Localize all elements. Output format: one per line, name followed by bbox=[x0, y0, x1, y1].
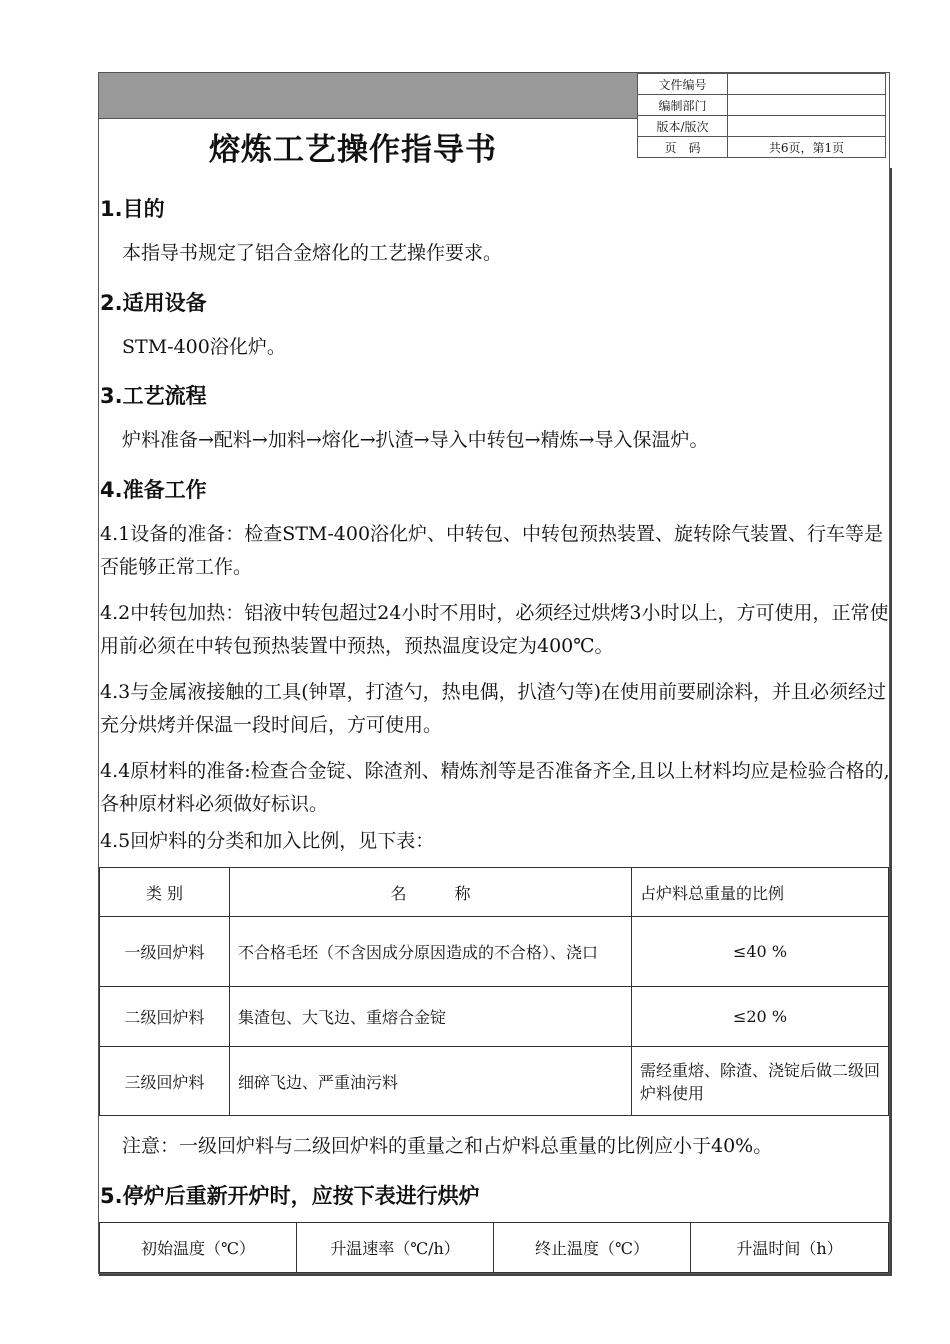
section-heading-equipment: 2.适用设备 bbox=[100, 291, 207, 315]
table-header-cell: 名 称 bbox=[230, 868, 632, 917]
meta-label: 页 码 bbox=[638, 137, 728, 158]
document-title: 熔炼工艺操作指导书 bbox=[209, 132, 497, 168]
table-cell: 三级回炉料 bbox=[100, 1047, 230, 1116]
meta-value bbox=[728, 74, 886, 95]
table-row bbox=[100, 987, 889, 1047]
note-text: 注意：一级回炉料与二级回炉料的重量之和占炉料总重量的比例应小于40%。 bbox=[122, 1135, 773, 1157]
table-header-cell: 升温速率（℃/h） bbox=[297, 1223, 494, 1273]
section-heading-baking: 5.停炉后重新开炉时，应按下表进行烘炉 bbox=[100, 1184, 480, 1208]
meta-row bbox=[638, 74, 886, 95]
meta-value bbox=[728, 95, 886, 116]
section-text-purpose: 本指导书规定了铝合金熔化的工艺操作要求。 bbox=[122, 242, 503, 264]
table-row bbox=[100, 917, 889, 987]
baking-table bbox=[99, 1222, 889, 1273]
table-header-cell: 类 别 bbox=[100, 868, 230, 917]
meta-value bbox=[728, 116, 886, 137]
section-heading-preparation: 4.准备工作 bbox=[100, 478, 207, 502]
paragraph-4-4: 4.4原材料的准备:检查合金锭、除渣剂、精炼剂等是否准备齐全,且以上材料均应是检验合格的,各种原材料必须做好标识。 bbox=[100, 760, 890, 815]
table-cell: 一级回炉料 bbox=[100, 917, 230, 987]
paragraph-4-1: 4.1设备的准备：检查STM-400浴化炉、中转包、中转包预热装置、旋转除气装置、行车等是否能够正常工作。 bbox=[100, 523, 884, 578]
table-cell: ≤20 % bbox=[632, 987, 889, 1047]
table-cell: 集渣包、大飞边、重熔合金锭 bbox=[230, 987, 632, 1047]
table-cell: 需经重熔、除渣、浇锭后做二级回炉料使用 bbox=[632, 1047, 889, 1116]
meta-row bbox=[638, 116, 886, 137]
page-shadow-bottom bbox=[99, 1274, 892, 1276]
section-text-equipment: STM-400浴化炉。 bbox=[122, 336, 286, 358]
table-header-row bbox=[100, 1223, 889, 1273]
header-band bbox=[99, 73, 637, 118]
section-heading-process: 3.工艺流程 bbox=[100, 384, 207, 408]
page-shadow-right bbox=[890, 168, 892, 1274]
table-cell: 不合格毛坯（不含因成分原因造成的不合格）、浇口 bbox=[230, 917, 632, 987]
table-cell: 二级回炉料 bbox=[100, 987, 230, 1047]
table-cell: 细碎飞边、严重油污料 bbox=[230, 1047, 632, 1116]
meta-label: 版本/版次 bbox=[638, 116, 728, 137]
meta-value: 共6页，第1页 bbox=[728, 137, 886, 158]
paragraph-4-3: 4.3与金属液接触的工具(钟罩，打渣勺，热电偶，扒渣勺等)在使用前要刷涂料，并且必须经过充分烘烤并保温一段时间后，方可使用。 bbox=[100, 681, 887, 736]
document-meta-table bbox=[637, 73, 886, 158]
table-header-cell: 终止温度（℃） bbox=[494, 1223, 691, 1273]
paragraph-4-5: 4.5回炉料的分类和加入比例，见下表： bbox=[100, 830, 435, 852]
section-heading-purpose: 1.目的 bbox=[100, 197, 165, 221]
meta-row bbox=[638, 95, 886, 116]
table-header-cell: 初始温度（℃） bbox=[100, 1223, 297, 1273]
paragraph-4-2: 4.2中转包加热：铝液中转包超过24小时不用时，必须经过烘烤3小时以上，方可使用，正常使用前必须在中转包预热装置中预热，预热温度设定为400℃。 bbox=[100, 602, 889, 657]
table-cell: ≤40 % bbox=[632, 917, 889, 987]
table-header-cell: 升温时间（h） bbox=[691, 1223, 889, 1273]
table-header-row bbox=[100, 868, 889, 917]
section-text-process: 炉料准备→配料→加料→熔化→扒渣→导入中转包→精炼→导入保温炉。 bbox=[122, 429, 709, 451]
meta-row bbox=[638, 137, 886, 158]
meta-label: 文件编号 bbox=[638, 74, 728, 95]
return-material-table bbox=[99, 867, 889, 1116]
table-header-cell: 占炉料总重量的比例 bbox=[632, 868, 889, 917]
table-row bbox=[100, 1047, 889, 1116]
meta-label: 编制部门 bbox=[638, 95, 728, 116]
